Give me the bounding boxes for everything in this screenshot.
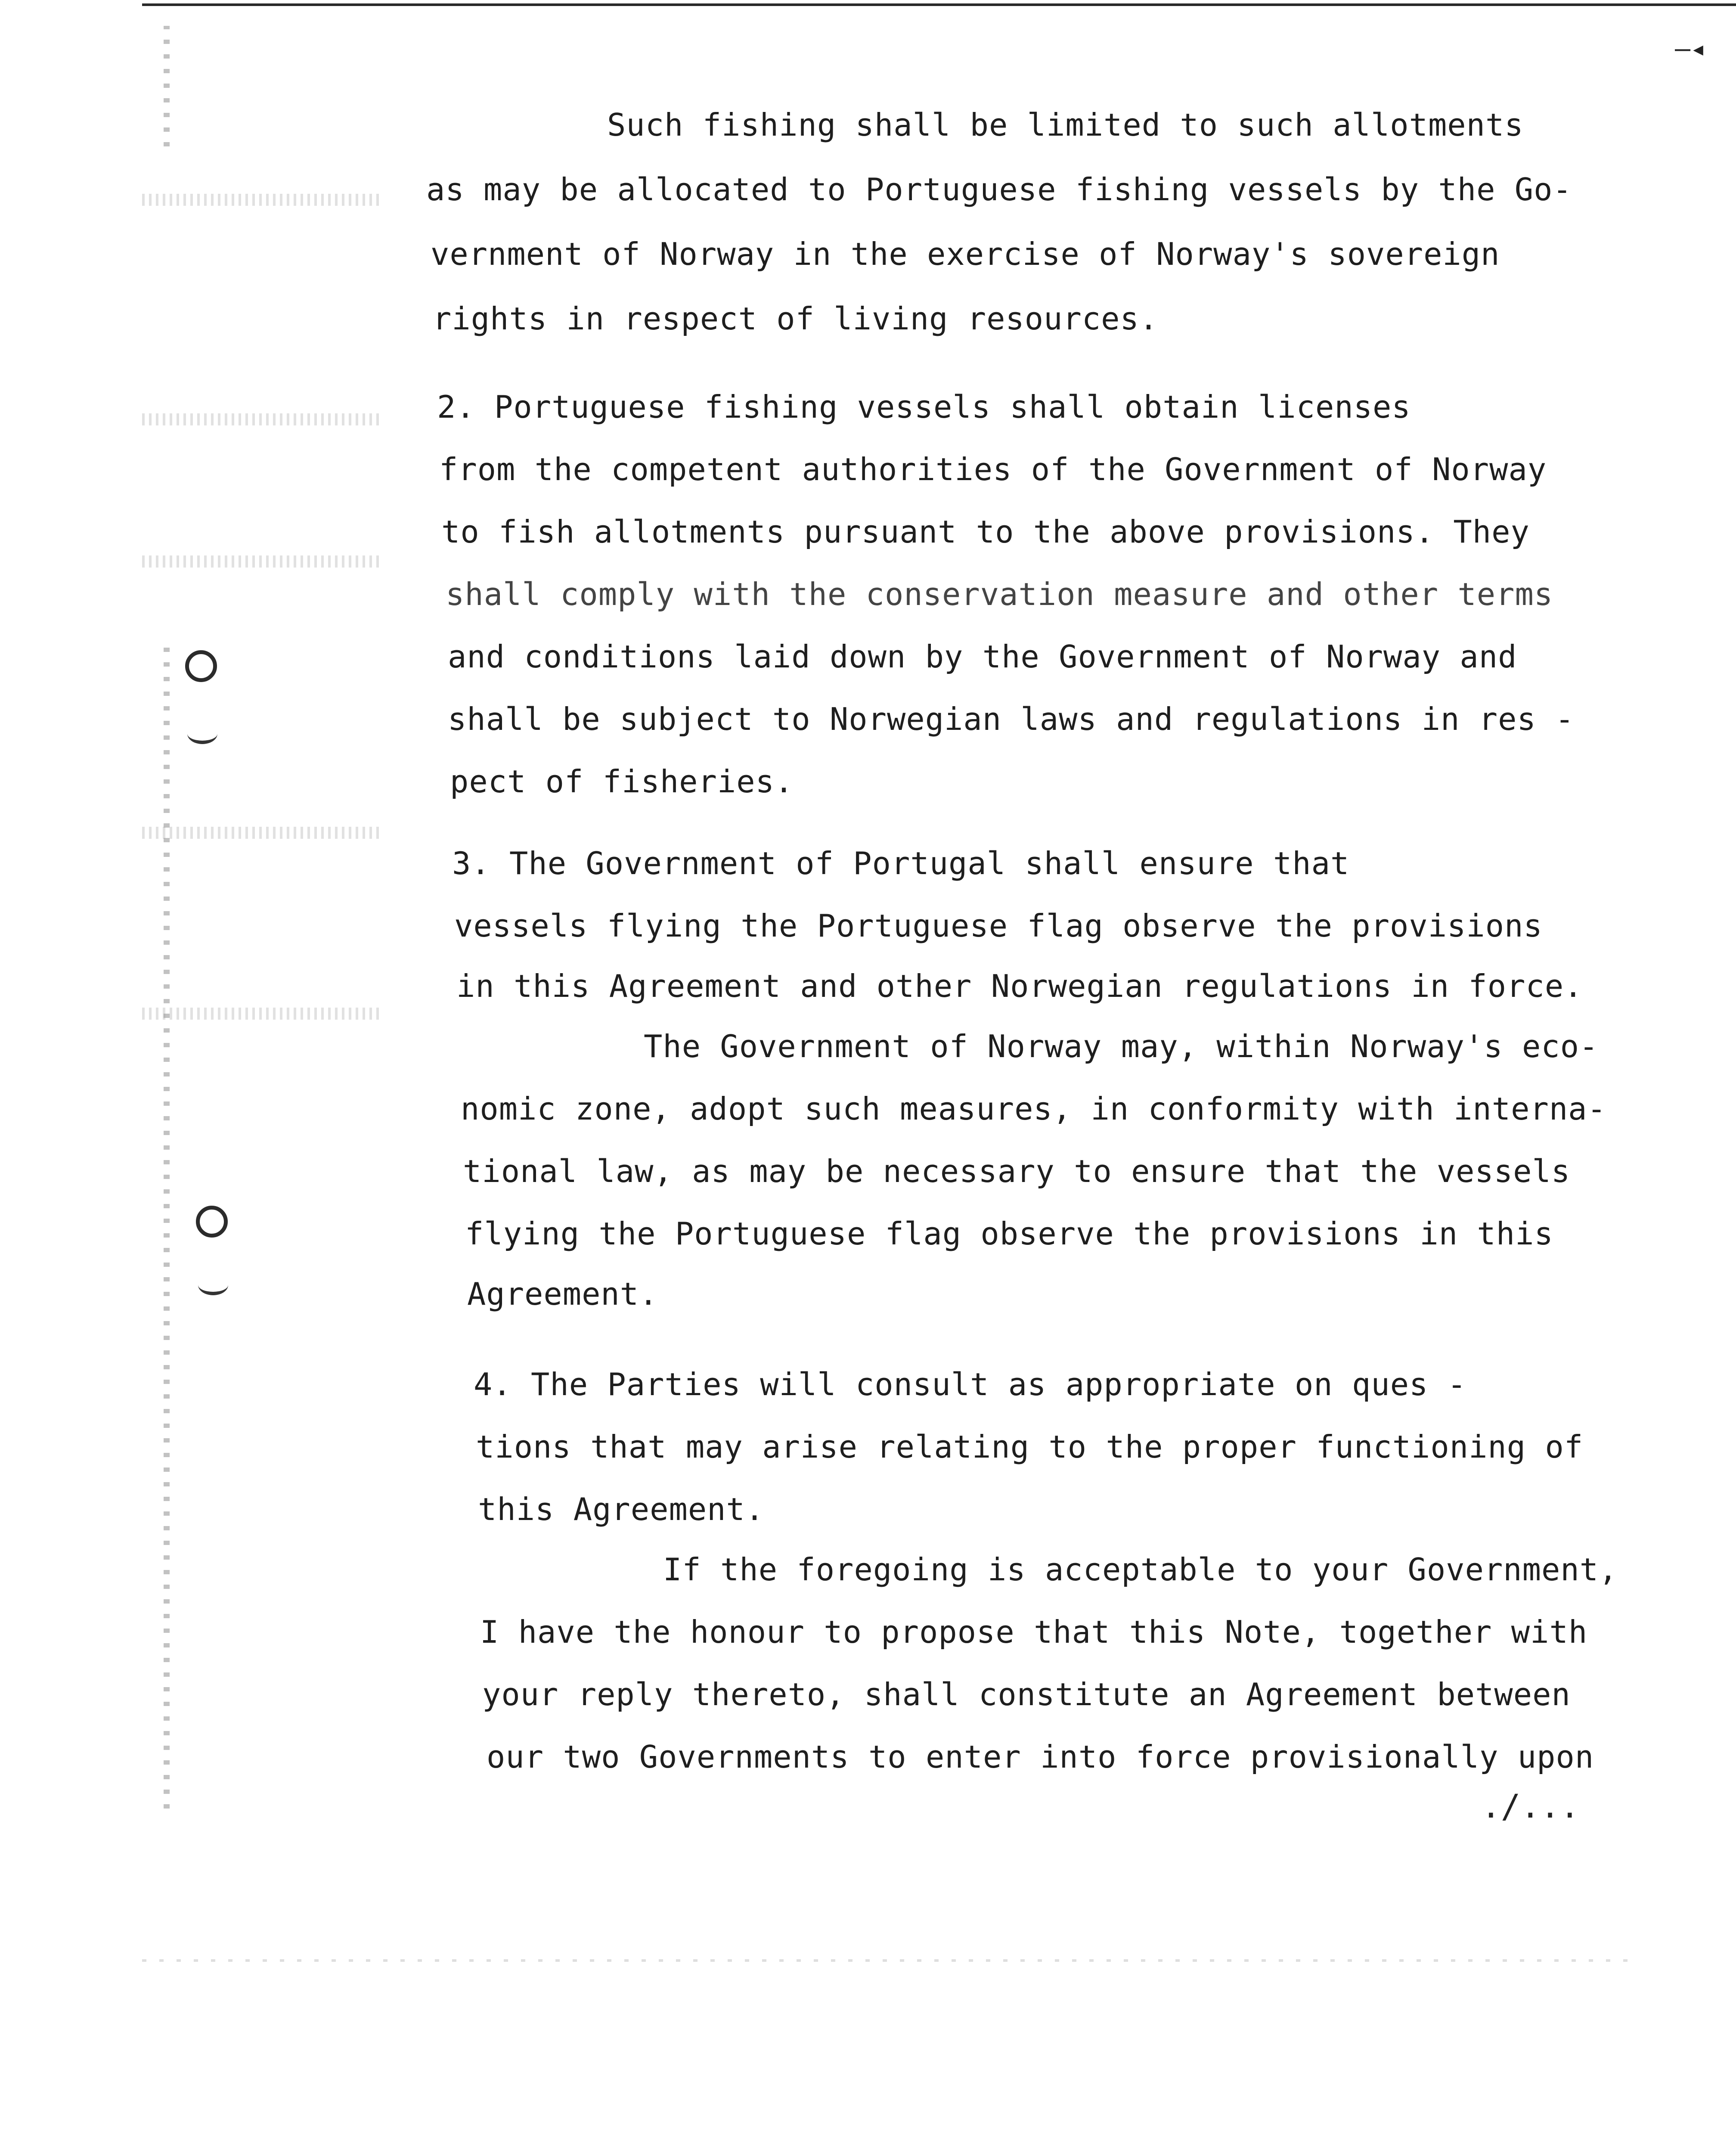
text-line: in this Agreement and other Norwegian regulations in force. [456, 968, 1583, 1004]
text-line: from the competent authorities of the Government of Norway [439, 451, 1547, 487]
margin-smudge [142, 413, 383, 425]
text-line: Agreement. [467, 1276, 658, 1312]
text-line: your reply thereto, shall constitute an Agreement between [482, 1676, 1571, 1712]
text-line: shall be subject to Norwegian laws and regulations in res - [448, 701, 1575, 737]
bottom-scan-artifact [142, 1959, 1628, 1962]
margin-smudge [142, 194, 383, 206]
text-line: If the foregoing is acceptable to your Government, [663, 1551, 1618, 1588]
text-line: shall comply with the conservation measure and other terms [446, 576, 1553, 612]
text-line: tional law, as may be necessary to ensure that the vessels [463, 1153, 1571, 1189]
text-line: Such fishing shall be limited to such allotments [607, 107, 1524, 143]
text-line: nomic zone, adopt such measures, in conformity with interna- [461, 1091, 1606, 1127]
margin-specks [164, 646, 170, 1809]
top-border-line [142, 3, 1736, 6]
text-line: I have the honour to propose that this Note, together with [480, 1614, 1588, 1650]
corner-mark: –◂ [1675, 34, 1706, 64]
punch-hole-mark [198, 1275, 228, 1295]
text-line: this Agreement. [478, 1491, 765, 1527]
margin-smudge [142, 555, 383, 568]
margin-smudge [142, 1008, 383, 1020]
text-line: 4. The Parties will consult as appropriate on ques - [474, 1366, 1467, 1402]
text-line: 2. Portuguese fishing vessels shall obtain licenses [437, 389, 1411, 425]
punch-hole-icon [185, 650, 217, 682]
text-line: pect of fisheries. [450, 763, 794, 800]
text-line: to fish allotments pursuant to the above provisions. They [441, 514, 1530, 550]
text-line: tions that may arise relating to the proper functioning of [476, 1429, 1584, 1465]
text-line: our two Governments to enter into force provisionally upon [487, 1739, 1594, 1775]
text-line: as may be allocated to Portuguese fishing vessels by the Go- [426, 171, 1572, 208]
punch-hole-icon [196, 1206, 228, 1238]
text-line: vernment of Norway in the exercise of Norway's sovereign [431, 236, 1500, 272]
margin-smudge [142, 827, 383, 839]
text-line: and conditions laid down by the Government of Norway and [448, 639, 1517, 675]
text-line: rights in respect of living resources. [433, 301, 1159, 337]
text-line: The Government of Norway may, within Norway's eco- [644, 1028, 1599, 1064]
continuation-mark: ./... [1481, 1787, 1580, 1825]
punch-hole-mark [187, 723, 217, 744]
text-line: 3. The Government of Portugal shall ensure that [452, 845, 1350, 881]
text-line: vessels flying the Portuguese flag observe the provisions [454, 908, 1543, 944]
margin-specks [164, 26, 170, 146]
text-line: flying the Portuguese flag observe the provisions in this [465, 1216, 1553, 1252]
